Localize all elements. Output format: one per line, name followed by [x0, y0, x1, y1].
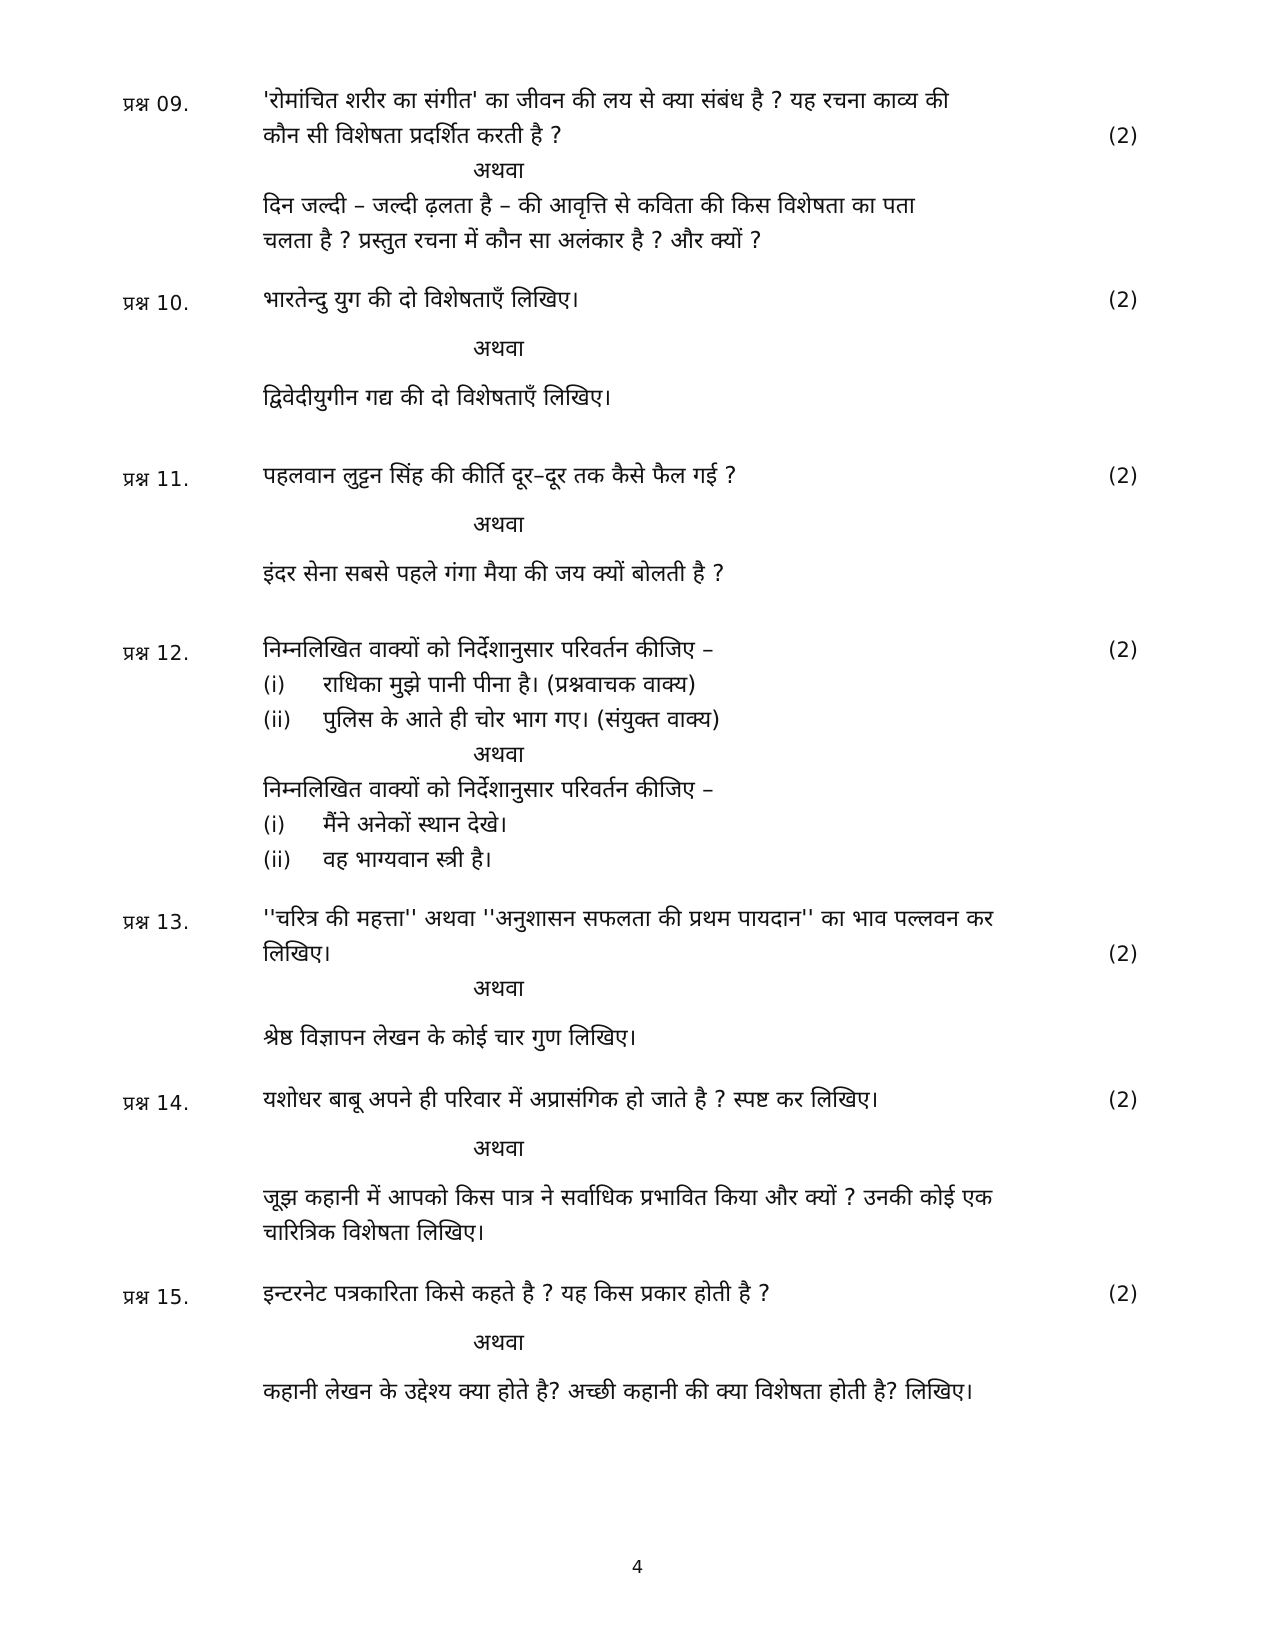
or-label: अथवा — [473, 158, 525, 184]
item-text: पुलिस के आते ही चोर भाग गए। (संयुक्त वाक्य) — [323, 707, 721, 733]
alt-question-text: निम्नलिखित वाक्यों को निर्देशानुसार परिवर्तन कीजिए – — [263, 777, 714, 803]
list-item — [263, 808, 1138, 843]
alt-question-text: दिन जल्दी – जल्दी ढ़लता है – की आवृत्ति से कविता की किस विशेषता का पता — [263, 193, 915, 219]
marks: (2) — [1108, 638, 1138, 662]
question-body — [263, 1277, 1138, 1410]
page-number: 4 — [631, 1557, 644, 1578]
item-text: राधिका मुझे पानी पीना है। (प्रश्नवाचक वाक्य) — [323, 672, 697, 698]
marks: (2) — [1108, 124, 1138, 148]
question-text-cont: लिखिए। — [263, 941, 331, 967]
question-text-cont: कौन सी विशेषता प्रदर्शित करती है ? — [263, 123, 563, 149]
or-label: अथवा — [473, 1330, 525, 1356]
question-body — [263, 459, 1138, 592]
marks: (2) — [1108, 464, 1138, 488]
question-body — [263, 902, 1138, 1056]
question-number: प्रश्न 11. — [123, 467, 190, 491]
question-number: प्रश्न 13. — [123, 910, 190, 934]
question-body — [263, 1083, 1138, 1251]
question-text: भारतेन्दु युग की दो विशेषताएँ लिखिए। — [263, 287, 579, 313]
alt-question-text: जूझ कहानी में आपको किस पात्र ने सर्वाधिक प्रभावित किया और क्यों ? उनकी कोई एक — [263, 1185, 993, 1211]
alt-question-text: श्रेष्ठ विज्ञापन लेखन के कोई चार गुण लिखिए। — [263, 1025, 637, 1051]
marks: (2) — [1108, 1088, 1138, 1112]
item-number: (ii) — [263, 708, 292, 732]
or-label: अथवा — [473, 512, 525, 538]
question-text: यशोधर बाबू अपने ही परिवार में अप्रासंगिक हो जाते है ? स्पष्ट कर लिखिए। — [263, 1087, 879, 1113]
question-text: पहलवान लुट्टन सिंह की कीर्ति दूर–दूर तक कैसे फैल गई ? — [263, 463, 737, 489]
marks: (2) — [1108, 288, 1138, 312]
question-body — [263, 283, 1138, 416]
list-item — [263, 668, 1138, 703]
question-body — [263, 84, 1138, 259]
question-text: निम्नलिखित वाक्यों को निर्देशानुसार परिवर्तन कीजिए – — [263, 637, 714, 663]
item-number: (i) — [263, 673, 286, 697]
marks: (2) — [1108, 942, 1138, 966]
question-number: प्रश्न 15. — [123, 1285, 190, 1309]
list-item — [263, 843, 1138, 878]
alt-question-text-cont: चलता है ? प्रस्तुत रचना में कौन सा अलंकार है ? और क्यों ? — [263, 228, 762, 254]
alt-question-text: द्विवेदीयुगीन गद्य की दो विशेषताएँ लिखिए। — [263, 385, 612, 411]
or-label: अथवा — [473, 336, 525, 362]
question-number: प्रश्न 12. — [123, 641, 190, 665]
alt-question-text: कहानी लेखन के उद्देश्य क्या होते है? अच्छी कहानी की क्या विशेषता होती है? लिखिए। — [263, 1379, 973, 1405]
item-text: मैंने अनेकों स्थान देखे। — [323, 812, 508, 838]
item-number: (i) — [263, 813, 286, 837]
question-text: इन्टरनेट पत्रकारिता किसे कहते है ? यह किस प्रकार होती है ? — [263, 1281, 771, 1307]
alt-question-text-cont: चारित्रिक विशेषता लिखिए। — [263, 1220, 485, 1246]
or-label: अथवा — [473, 742, 525, 768]
item-number: (ii) — [263, 848, 292, 872]
or-label: अथवा — [473, 976, 525, 1002]
list-item — [263, 703, 1138, 738]
question-number: प्रश्न 14. — [123, 1091, 190, 1115]
question-text: ''चरित्र की महत्ता'' अथवा ''अनुशासन सफलता की प्रथम पायदान'' का भाव पल्लवन कर — [263, 906, 994, 932]
marks: (2) — [1108, 1282, 1138, 1306]
question-body — [263, 633, 1138, 878]
question-text: 'रोमांचित शरीर का संगीत' का जीवन की लय से क्या संबंध है ? यह रचना काव्य की — [263, 88, 949, 114]
item-text: वह भाग्यवान स्त्री है। — [323, 847, 492, 873]
or-label: अथवा — [473, 1136, 525, 1162]
question-number: प्रश्न 09. — [123, 92, 190, 116]
question-number: प्रश्न 10. — [123, 291, 190, 315]
alt-question-text: इंदर सेना सबसे पहले गंगा मैया की जय क्यों बोलती है ? — [263, 561, 725, 587]
